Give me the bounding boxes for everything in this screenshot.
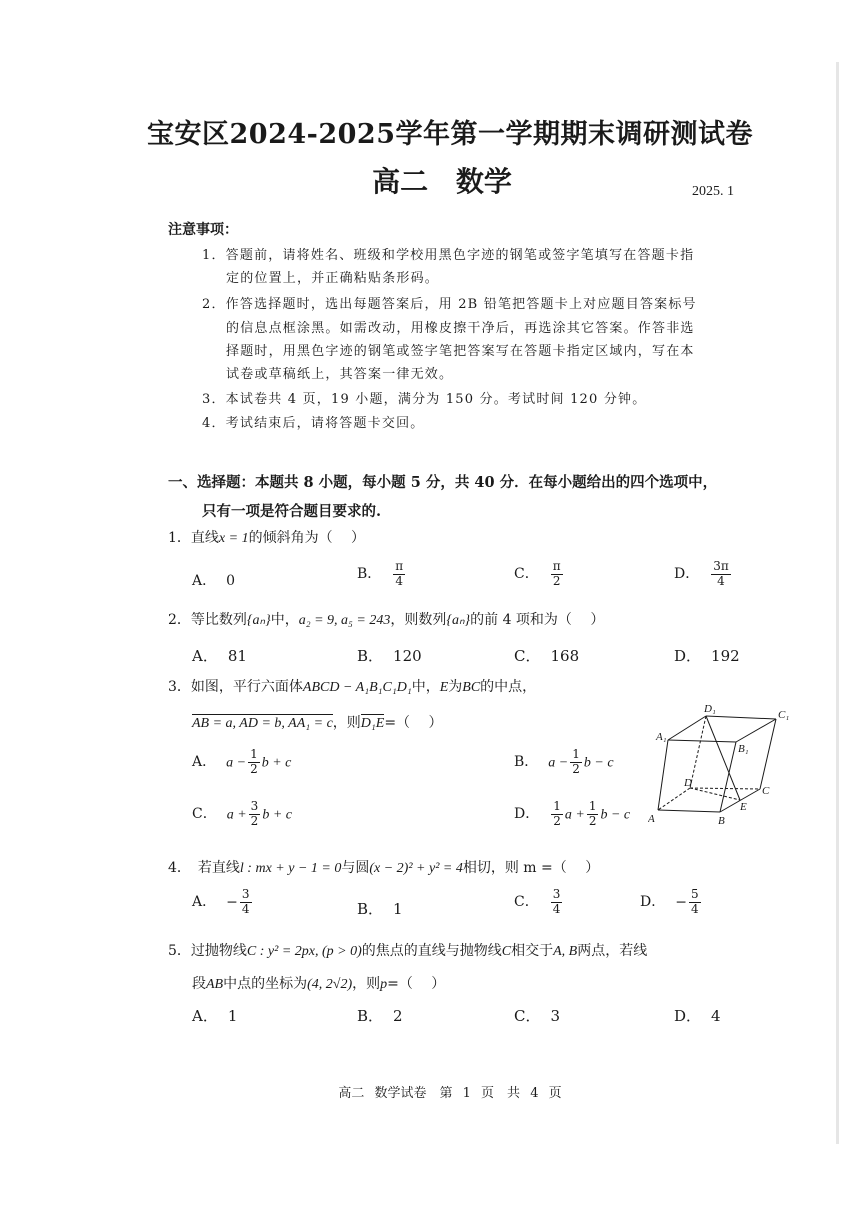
- q1-suffix: 的倾斜角为（ ）: [248, 530, 366, 546]
- numerator: π: [395, 559, 404, 573]
- question-2: [168, 609, 604, 629]
- fraction: [711, 560, 731, 589]
- q1-option-d[interactable]: [674, 560, 733, 589]
- q4-option-d[interactable]: [640, 888, 703, 917]
- segment-d1e: [706, 716, 740, 800]
- fraction: [587, 800, 599, 829]
- q3-vector-condition: AB = a, AD = b, AA₁ = c: [192, 716, 333, 731]
- scan-edge-line: [836, 62, 839, 1144]
- denominator: 4: [690, 901, 699, 916]
- denominator: 4: [395, 573, 404, 588]
- fraction: [249, 800, 261, 829]
- hidden-edge-da: [658, 788, 690, 810]
- fraction: [551, 888, 563, 917]
- q3-point: E: [439, 680, 449, 695]
- q4-suffix: 相切，则 m =（ ）: [462, 860, 600, 876]
- option-label: B．: [357, 900, 384, 918]
- q5-text: 段: [192, 976, 206, 992]
- option-term: a −: [548, 755, 569, 771]
- option-term: b + c: [262, 807, 292, 823]
- q2-option-d[interactable]: [674, 645, 740, 666]
- q3-solid: ABCD − A₁B₁C₁D₁: [302, 680, 412, 695]
- q1-prefix: 1．直线: [168, 530, 219, 546]
- q2-sequence: {aₙ}: [446, 613, 471, 628]
- fraction: [248, 748, 260, 777]
- label-b: B: [718, 815, 725, 826]
- question-3-line-2: [192, 712, 443, 732]
- q2-text: 中，: [270, 612, 299, 628]
- notice-line: 4．考试结束后，请将答题卡交回。: [202, 416, 425, 431]
- option-term: b − c: [600, 807, 631, 823]
- option-term: a −: [226, 755, 247, 771]
- edge-a1a: [658, 740, 668, 810]
- q4-option-b[interactable]: [357, 898, 403, 919]
- option-value: 120: [393, 647, 422, 665]
- q4-option-a[interactable]: [192, 888, 254, 917]
- notice-line: 1．答题前，请将姓名、班级和学校用黑色字迹的钢笔或签字笔填写在答题卡指: [202, 248, 695, 263]
- notice-line: 试卷或草稿纸上，其答案一律无效。: [226, 367, 454, 382]
- option-value: 81: [227, 647, 247, 665]
- q3-option-d[interactable]: [514, 800, 630, 829]
- option-label: D．: [640, 894, 666, 911]
- notice-line: 择题时，用黑色字迹的钢笔或签字笔把答案写在答题卡指定区域内，写在本: [226, 344, 695, 359]
- q2-text: ，则数列: [390, 612, 447, 628]
- q5-prefix: 5．过抛物线: [168, 943, 247, 959]
- sign: −: [675, 894, 687, 911]
- option-value: 0: [226, 573, 236, 589]
- option-label: D．: [674, 1007, 702, 1025]
- numerator: 1: [250, 747, 258, 761]
- option-value: 1: [393, 900, 403, 918]
- denominator: 4: [717, 573, 725, 588]
- option-term: a +: [226, 807, 247, 823]
- q5-option-b[interactable]: [357, 1005, 403, 1026]
- option-label: B．: [357, 647, 384, 665]
- label-a: A: [648, 813, 655, 825]
- numerator: 1: [553, 799, 561, 813]
- question-5: [168, 940, 647, 960]
- q5-option-d[interactable]: [674, 1005, 721, 1026]
- q5-text: 相交于: [511, 943, 554, 959]
- fraction: [240, 888, 252, 917]
- notice-line: 的信息点框涂黑。如需改动，用橡皮擦干净后，再选涂其它答案。作答非选: [226, 321, 695, 336]
- edge-a1d1: [668, 716, 706, 740]
- q5-text: ，则: [352, 976, 381, 992]
- option-value: 192: [711, 647, 740, 665]
- question-5-line-2: [192, 973, 445, 993]
- q3-text: 为: [448, 679, 463, 695]
- fraction: [551, 800, 563, 829]
- q5-parabola: C : y² = 2px, (p > 0): [246, 944, 362, 959]
- option-term: a +: [564, 807, 585, 823]
- question-3: [168, 676, 536, 696]
- q2-prefix: 2．等比数列: [168, 612, 247, 628]
- q3-option-c[interactable]: [192, 800, 292, 829]
- q5-text: 中点的坐标为: [223, 976, 308, 992]
- q2-suffix: 的前 4 项和为（ ）: [470, 612, 605, 628]
- numerator: 3: [241, 887, 250, 901]
- option-label: C．: [514, 566, 539, 583]
- fraction: [570, 748, 582, 777]
- option-value: 1: [227, 1007, 238, 1025]
- edge-d1c1: [706, 716, 776, 719]
- parallelepiped-figure: [648, 702, 798, 826]
- label-e: E: [740, 801, 747, 813]
- q3-option-b[interactable]: [514, 748, 614, 777]
- fraction: [393, 560, 405, 589]
- notice-line: 2．作答选择题时，选出每题答案后，用 2B 铅笔把答题卡上对应题目答案标号: [202, 297, 697, 312]
- numerator: 1: [572, 747, 580, 761]
- option-label: A．: [192, 647, 218, 665]
- q4-circle: (x − 2)² + y² = 4: [369, 861, 463, 876]
- edge-b1b: [720, 742, 736, 812]
- q3-text: ，则: [332, 715, 361, 731]
- label-d: D: [684, 777, 692, 789]
- label-d1: D₁: [704, 703, 716, 715]
- option-label: C．: [192, 806, 217, 823]
- denominator: 4: [552, 901, 561, 916]
- fraction: [551, 560, 563, 589]
- option-value: 168: [550, 647, 580, 665]
- q3-text: =（ ）: [384, 715, 443, 731]
- q5-coordinate: (4, 2√2): [307, 977, 353, 992]
- notice-line: 定的位置上，并正确粘贴条形码。: [226, 271, 440, 286]
- q4-line: l : mx + y − 1 = 0: [239, 861, 342, 876]
- q3-text: 中，: [411, 679, 440, 695]
- option-label: D．: [514, 806, 540, 823]
- denominator: 2: [250, 761, 258, 776]
- edge-ab: [658, 810, 720, 812]
- edge-c1b1: [736, 719, 776, 742]
- q1-option-b[interactable]: [357, 560, 407, 589]
- q3-text: 的中点，: [480, 679, 537, 695]
- numerator: 1: [588, 799, 597, 813]
- edge-b1a1: [668, 740, 736, 742]
- edge-c1c: [760, 719, 776, 789]
- q4-prefix: 4． 若直线: [168, 860, 240, 876]
- q5-text: 两点，若线: [577, 943, 648, 959]
- option-term: b + c: [261, 755, 292, 771]
- q2-condition: a₂ = 9, a₅ = 243: [298, 613, 391, 628]
- option-value: 4: [711, 1007, 721, 1025]
- q5-param: p: [380, 977, 388, 992]
- numerator: 5: [690, 887, 699, 901]
- option-label: B．: [514, 754, 539, 771]
- q5-text: 的焦点的直线与抛物线: [361, 943, 502, 959]
- q3-prefix: 3．如图，平行六面体: [168, 679, 303, 695]
- q3-edge: BC: [462, 680, 481, 695]
- notice-title: 注意事项：: [168, 222, 238, 238]
- fraction: [689, 888, 701, 917]
- option-value: 3: [550, 1007, 561, 1025]
- notice-line: 3．本试卷共 4 页，19 小题，满分为 150 分。考试时间 120 分钟。: [202, 392, 647, 407]
- option-label: D．: [674, 566, 700, 583]
- option-label: B．: [357, 1007, 384, 1025]
- numerator: 3: [250, 799, 259, 813]
- option-label: A．: [192, 1007, 218, 1025]
- q5-option-a[interactable]: [192, 1005, 237, 1026]
- denominator: 2: [552, 573, 561, 588]
- label-c: C: [762, 785, 770, 797]
- option-label: C．: [514, 894, 539, 911]
- numerator: π: [552, 559, 561, 573]
- q1-option-c[interactable]: [514, 560, 565, 589]
- option-label: C．: [514, 1007, 541, 1025]
- exam-date: 2025. 1: [692, 184, 734, 199]
- denominator: 2: [588, 813, 597, 828]
- option-label: A．: [192, 894, 217, 911]
- option-term: b − c: [583, 755, 614, 771]
- section-heading: 一、选择题：本题共 8 小题，每小题 5 分，共 40 分．在每小题给出的四个选项中，: [168, 474, 718, 491]
- page-footer: 高二 数学试卷 第 1 页 共 4 页: [338, 1086, 562, 1101]
- denominator: 2: [250, 813, 259, 828]
- label-a1: A₁: [656, 731, 667, 743]
- denominator: 2: [553, 813, 561, 828]
- option-value: 2: [393, 1007, 403, 1025]
- q3-option-a[interactable]: [192, 748, 291, 777]
- label-c1: C₁: [778, 709, 790, 721]
- label-b1: B₁: [738, 743, 749, 755]
- q2-option-b[interactable]: [357, 645, 422, 666]
- question-1: [168, 527, 365, 547]
- hidden-edge-d1d: [690, 716, 706, 788]
- denominator: 4: [241, 901, 250, 916]
- q5-points: A, B: [553, 944, 578, 959]
- option-label: A．: [192, 573, 217, 589]
- q2-sequence: {aₙ}: [246, 613, 271, 628]
- numerator: 3π: [713, 559, 729, 573]
- question-4: [168, 857, 599, 877]
- denominator: 2: [572, 761, 580, 776]
- section-heading-cont: 只有一项是符合题目要求的.: [202, 503, 382, 520]
- q4-option-c[interactable]: [514, 888, 564, 917]
- option-label: B．: [357, 566, 382, 583]
- q3-target-vector: D₁E: [360, 716, 385, 731]
- q1-expr: x = 1: [218, 531, 249, 546]
- exam-subtitle: 高二 数学: [372, 165, 512, 198]
- q5-segment: AB: [206, 977, 224, 992]
- numerator: 3: [552, 887, 561, 901]
- sign: −: [226, 894, 238, 911]
- q4-text: 与圆: [341, 860, 370, 876]
- q2-option-a[interactable]: [192, 645, 247, 666]
- q5-curve: C: [501, 944, 512, 959]
- option-label: D．: [674, 647, 702, 665]
- option-label: C．: [514, 647, 541, 665]
- hidden-edge-de: [690, 788, 740, 800]
- q1-option-a[interactable]: [192, 570, 235, 590]
- q5-option-c[interactable]: [514, 1005, 560, 1026]
- exam-title: 宝安区2024-2025学年第一学期期末调研测试卷: [147, 119, 753, 150]
- option-label: A．: [192, 754, 217, 771]
- q2-option-c[interactable]: [514, 645, 579, 666]
- q5-text: =（ ）: [387, 976, 446, 992]
